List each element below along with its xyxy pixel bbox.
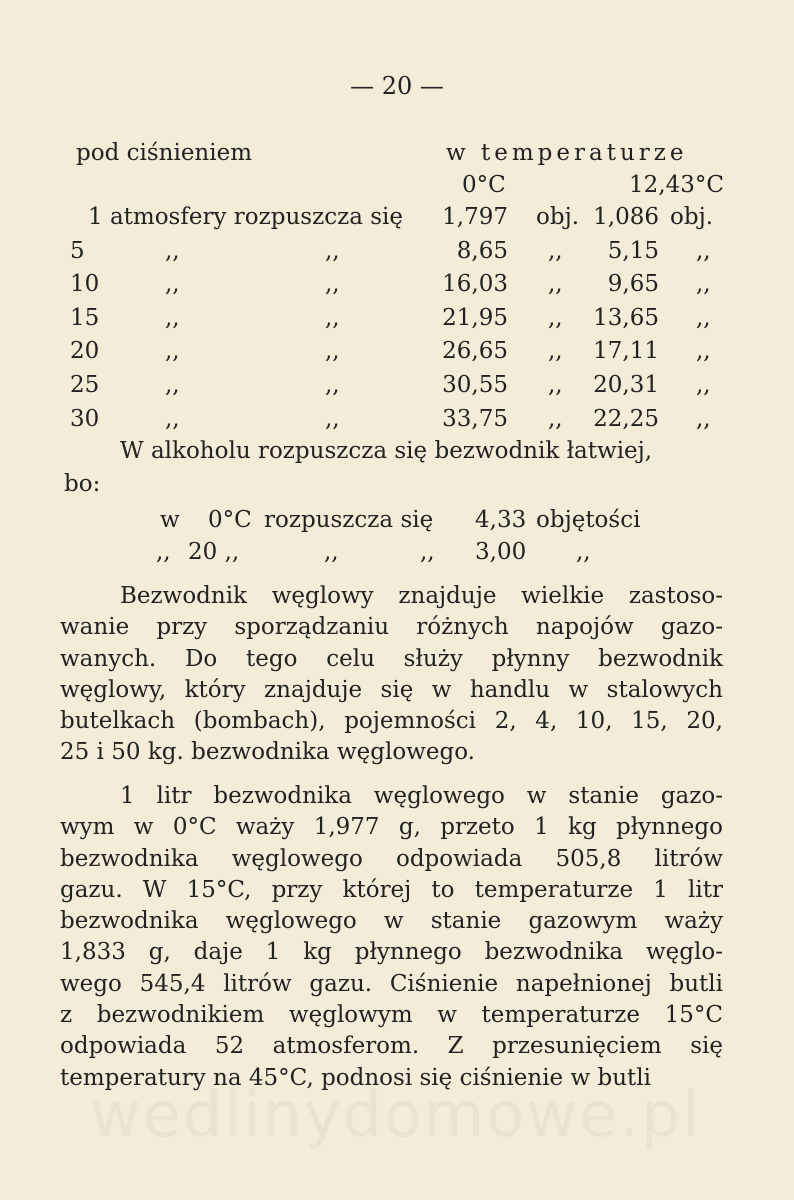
row-pressure: 15 <box>70 304 100 331</box>
row-unit-0c: ,, <box>548 338 563 365</box>
alcohol-row1-verb: rozpuszcza się <box>264 507 434 533</box>
row-pressure: 25 <box>70 372 100 398</box>
row-value-0c: 30,55 <box>442 372 508 398</box>
row-unit-12c: ,, <box>696 338 711 365</box>
row-value-12c: 17,11 <box>593 338 659 365</box>
row-unit-12c: ,, <box>696 237 711 264</box>
text-line: 1,833 g, daje 1 kg płynnego bezwodnika węglo- <box>60 939 723 966</box>
text-line: 1 litr bezwodnika węglowego w stanie gazo- <box>120 783 723 809</box>
row-ditto-2: ,, <box>325 338 340 365</box>
row-unit-0c: ,, <box>548 304 563 331</box>
table-header-pressure: pod ciśnieniem <box>76 140 253 166</box>
text-line: gazu. W 15°C, przy której to temperaturze 1 litr <box>60 876 723 903</box>
text-line: wanie przy sporządzaniu różnych napojów gazo- <box>60 614 723 641</box>
alcohol-row2-value: 3,00 <box>475 539 527 565</box>
row-unit-12c: ,, <box>696 405 711 432</box>
row-ditto-2: ,, <box>325 304 340 331</box>
row-value-12c: 20,31 <box>593 372 659 398</box>
text-line: Bezwodnik węglowy znajduje wielkie zastoso- <box>120 583 723 609</box>
row-ditto-2: ,, <box>325 372 340 398</box>
row-ditto-1: ,, <box>165 372 180 398</box>
row-ditto-1: ,, <box>165 237 180 264</box>
row-pressure: 30 <box>70 405 100 432</box>
row-pressure-label: 1 atmosfery rozpuszcza się <box>88 204 403 230</box>
row-unit-12c: ,, <box>696 271 711 298</box>
row-value-0c: 33,75 <box>442 405 508 432</box>
alcohol-sentence-cont: bo: <box>64 471 101 497</box>
row-pressure: 5 <box>70 237 85 264</box>
alcohol-row1-w: w <box>160 507 180 533</box>
text-line: odpowiada 52 atmosferom. Z przesunięciem się <box>60 1033 723 1060</box>
row-ditto-2: ,, <box>325 271 340 298</box>
alcohol-row2-unit: ,, <box>576 539 591 565</box>
row-ditto-2: ,, <box>325 237 340 264</box>
row-ditto-1: ,, <box>165 271 180 298</box>
row-unit-0c: ,, <box>548 237 563 264</box>
row-value-12c: 9,65 <box>607 271 659 298</box>
row-ditto-2: ,, <box>325 405 340 432</box>
page-number: — 20 — <box>350 72 444 100</box>
alcohol-row2-verb: ,, <box>324 539 339 565</box>
row-ditto-1: ,, <box>165 338 180 365</box>
row-value-12c: 13,65 <box>593 304 659 331</box>
text-line: bezwodnika węglowego w stanie gazowym waży <box>60 908 723 935</box>
text-line: bezwodnika węglowego odpowiada 505,8 litrów <box>60 845 723 872</box>
alcohol-row1-value: 4,33 <box>475 507 527 533</box>
column-header-0c: 0°C <box>462 172 506 198</box>
row-value-12c: 22,25 <box>593 405 659 432</box>
alcohol-row2-temp: 20 ,, <box>188 539 240 565</box>
row-unit-12c: obj. <box>670 204 714 230</box>
text-line: butelkach (bombach), pojemności 2, 4, 10, 15, 20, <box>60 708 723 735</box>
row-pressure: 20 <box>70 338 100 365</box>
alcohol-row1-unit: objętości <box>536 507 641 533</box>
row-unit-0c: ,, <box>548 405 563 432</box>
row-value-0c: 1,797 <box>442 204 508 230</box>
row-pressure: 10 <box>70 271 100 298</box>
text-line: węglowy, który znajduje się w handlu w stalowych <box>60 676 723 703</box>
watermark <box>90 1078 701 1151</box>
text-line: wanych. Do tego celu służy płynny bezwodnik <box>60 645 723 672</box>
paragraph-weights <box>60 781 723 1094</box>
text-line: 25 i 50 kg. bezwodnika węglowego. <box>60 739 475 766</box>
row-value-0c: 26,65 <box>442 338 508 365</box>
row-ditto-1: ,, <box>165 304 180 331</box>
alcohol-row1-temp: 0°C <box>208 507 252 533</box>
row-unit-0c: obj. <box>536 204 580 230</box>
column-header-12c: 12,43°C <box>629 172 724 198</box>
row-value-12c: 1,086 <box>593 204 659 230</box>
row-ditto-1: ,, <box>165 405 180 432</box>
text-line: temperatury na 45°C, podnosi się ciśnienie w butli <box>60 1064 651 1091</box>
paragraph-uses <box>60 581 723 769</box>
text-line: z bezwodnikiem węglowym w temperaturze 15°C <box>60 1002 723 1029</box>
row-unit-0c: ,, <box>548 271 563 298</box>
alcohol-row2-ditto: ,, <box>156 539 171 565</box>
alcohol-sentence: W alkoholu rozpuszcza się bezwodnik łatwiej, <box>120 438 653 464</box>
row-value-0c: 21,95 <box>442 304 508 331</box>
table-header-temperature: w temperaturze <box>446 140 688 166</box>
row-unit-12c: ,, <box>696 304 711 331</box>
alcohol-row2-verb2: ,, <box>420 539 435 565</box>
row-value-0c: 16,03 <box>442 271 508 298</box>
row-unit-12c: ,, <box>696 372 711 398</box>
text-line: wym w 0°C waży 1,977 g, przeto 1 kg płynnego <box>60 814 723 841</box>
row-value-0c: 8,65 <box>456 237 508 264</box>
row-unit-0c: ,, <box>548 372 563 398</box>
row-value-12c: 5,15 <box>607 237 659 264</box>
text-line: wego 545,4 litrów gazu. Ciśnienie napełnionej butli <box>60 970 723 997</box>
